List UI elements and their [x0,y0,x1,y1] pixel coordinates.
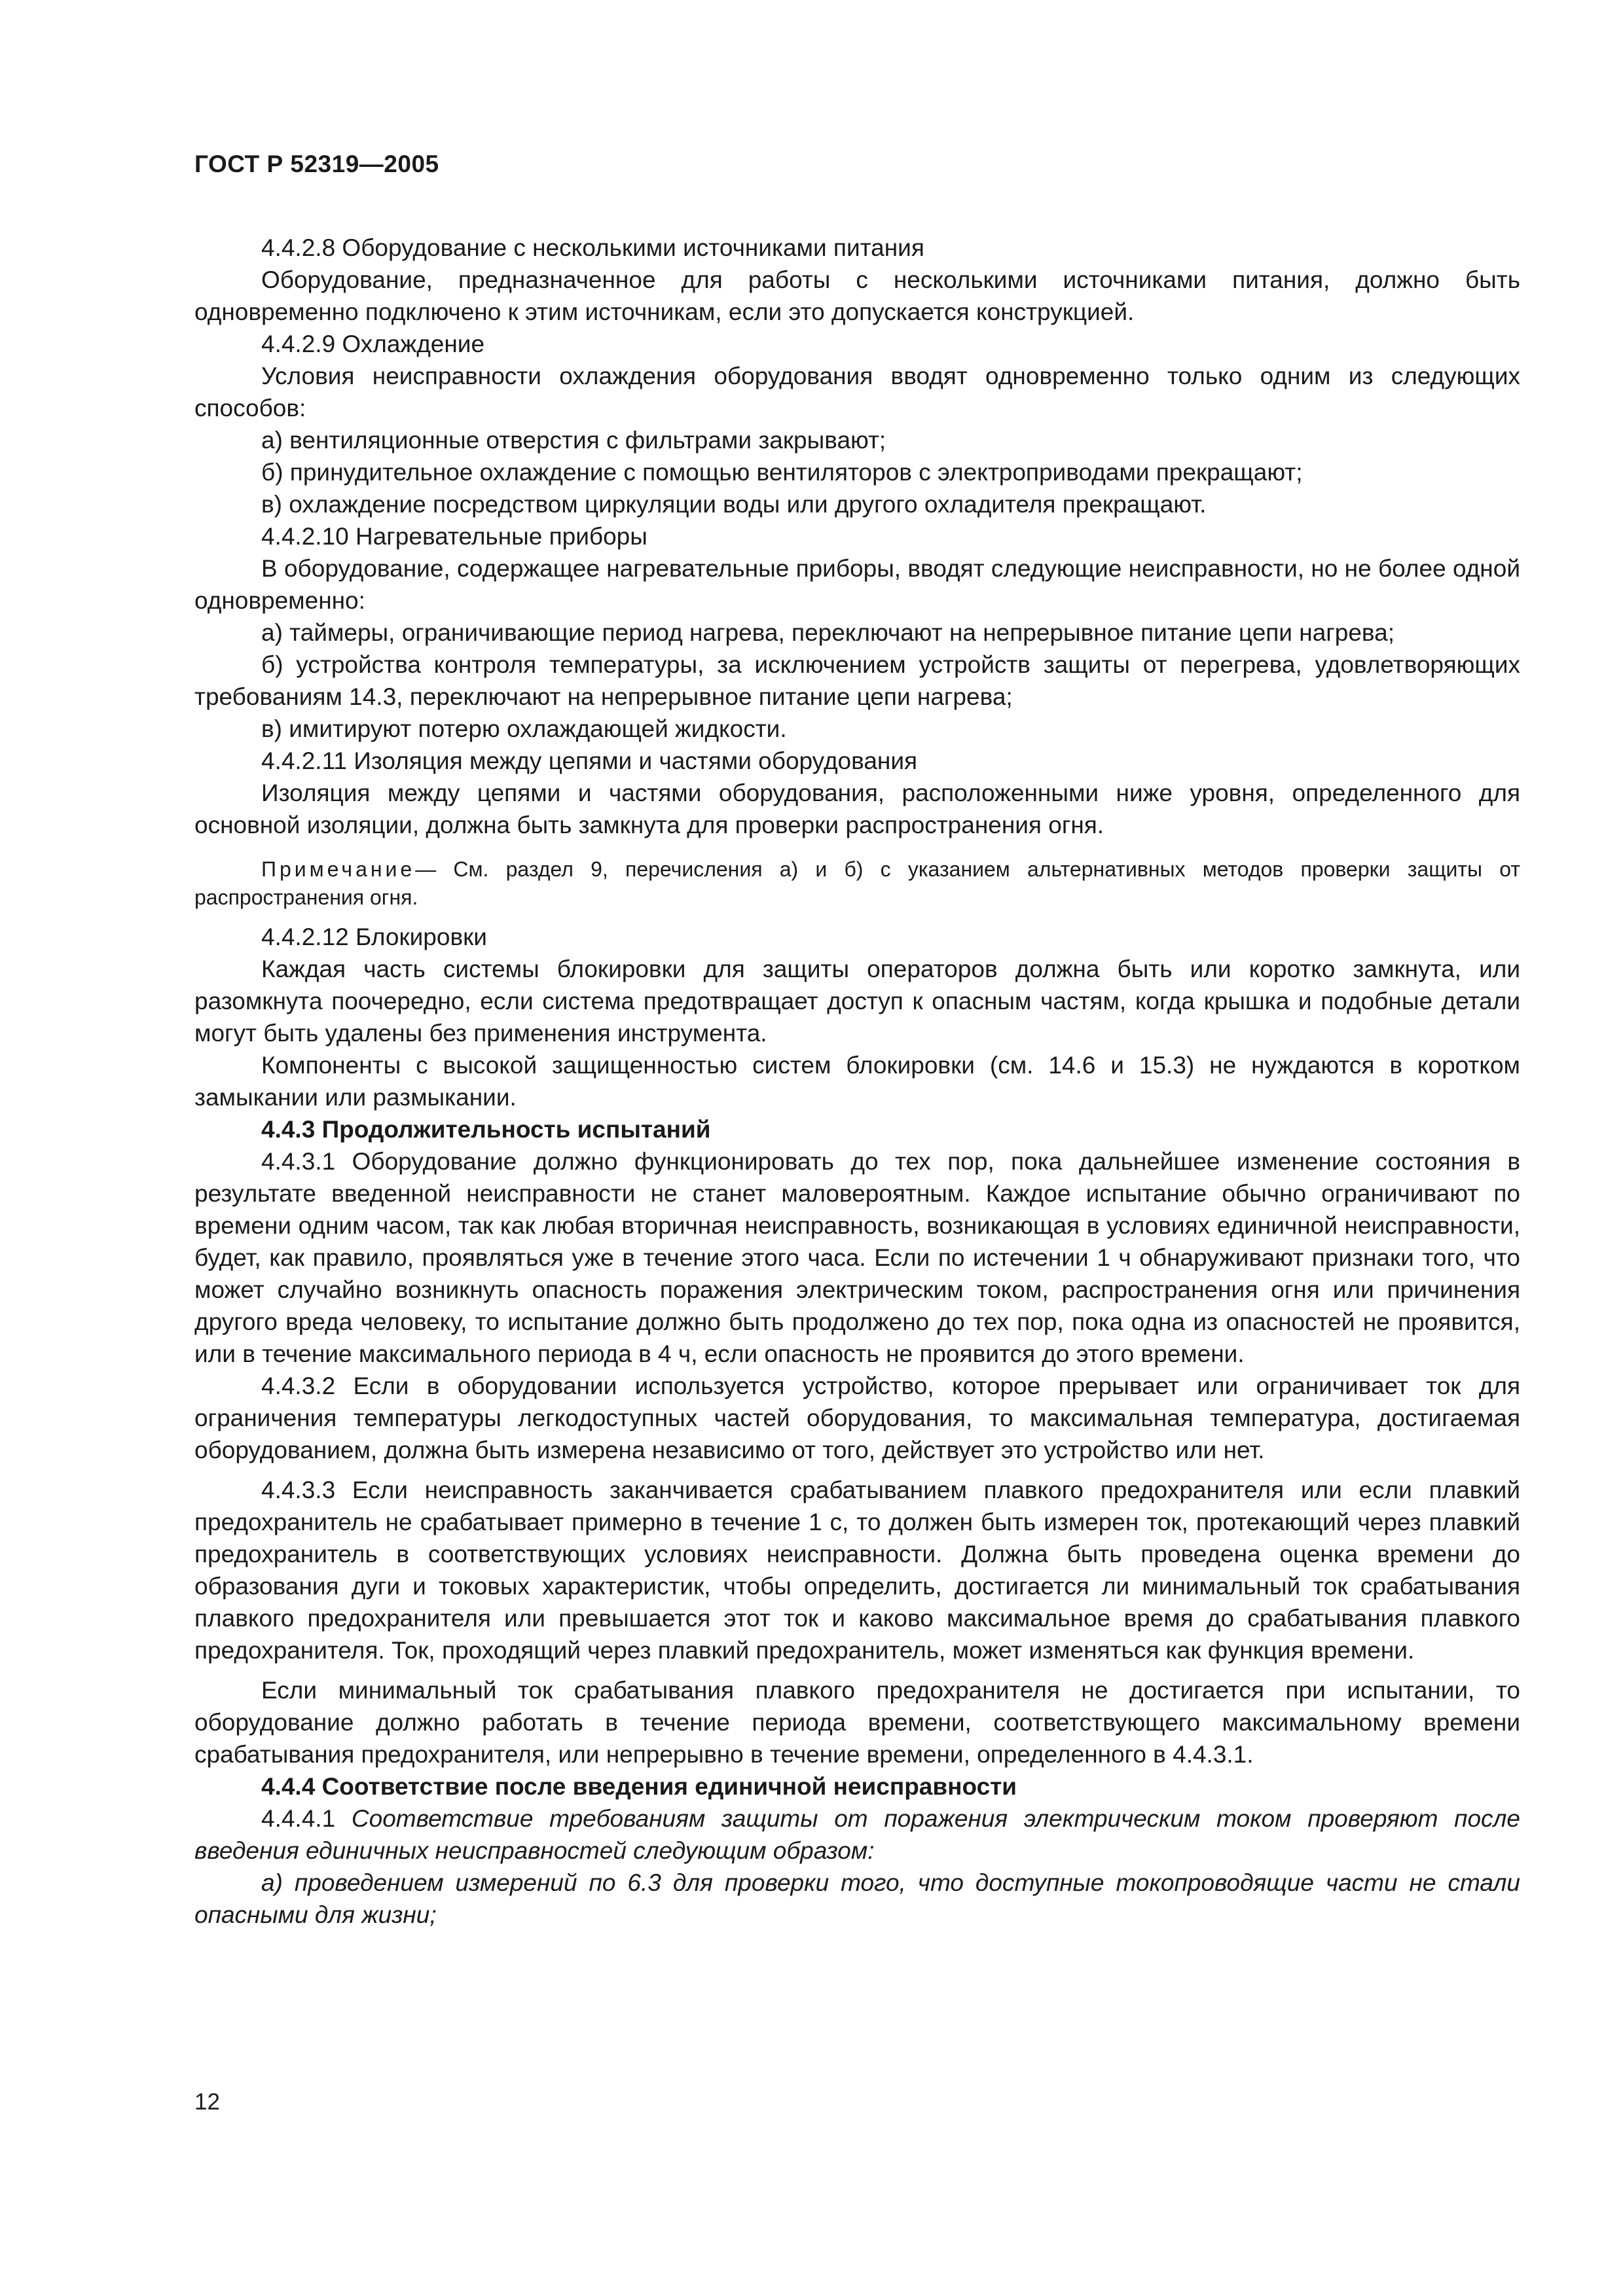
clause-4-4-2-8-heading: 4.4.2.8 Оборудование с несколькими источниками питания [261,234,924,261]
clause-4-4-2-8-text: Оборудование, предназначенное для работы с несколькими источниками питания, должно быть одновременно подключено к этим источникам, если это допускается конструкцией. [194,266,1520,325]
clause-4-4-2-9-heading: 4.4.2.9 Охлаждение [261,331,485,357]
clause-4-4-2-12-text-2: Компоненты с высокой защищенностью систем блокировки (см. 14.6 и 15.3) не нуждаются в коротком замыкании или размыкании. [194,1052,1520,1111]
document-body [194,232,1520,1931]
clause-4-4-3-3: 4.4.3.3 Если неисправность заканчивается срабатыванием плавкого предохранителя или если плавкий предохранитель не срабатывает примерно в течение 1 с, то должен быть измерен ток, протекающий через плавкий предохранитель в соответствующих условиях неисправности. Должна быть проведена оценка времени до образования дуги и токовых характеристик, чтобы определить, достигается ли минимальный ток срабатывания плавкого предохранителя или превышается этот ток и каково максимальное время до срабатывания плавкого предохранителя. Ток, проходящий через плавкий предохранитель, может изменяться как функция времени. [194,1477,1520,1664]
clause-number: 4.4.4.1 [261,1805,336,1832]
clause-4-4-2-12-text: Каждая часть системы блокировки для защиты операторов должна быть или коротко замкнута, или разомкнута поочередно, если система предотвращает доступ к опасным частям, когда крышка и подобные детали могут быть удалены без применения инструмента. [194,956,1520,1047]
clause-4-4-3-2: 4.4.3.2 Если в оборудовании используется устройство, которое прерывает или ограничивает ток для ограничения температуры легкодоступных частей оборудования, то максимальная температура, достигаемая оборудованием, должна быть измерена независимо от того, действует это устройство или нет. [194,1372,1520,1463]
section-4-4-3-heading: 4.4.3 Продолжительность испытаний [261,1116,711,1143]
note-label: Примечание [261,857,416,881]
clause-4-4-3-1: 4.4.3.1 Оборудование должно функционировать до тех пор, пока дальнейшее изменение состояния в результате введенной неисправности не станет маловероятным. Каждое испытание обычно ограничивают по времени одним часом, так как любая вторичная неисправность, возникающая в условиях единичной неисправности, будет, как правило, проявляться уже в течение этого часа. Если по истечении 1 ч обнаруживают признаки того, что может случайно возникнуть опасность поражения электрическим током, распространения огня или причинения другого вреда человеку, то испытание должно быть продолжено до тех пор, пока одна из опасностей не проявится, или в течение максимального периода в 4 ч, если опасность не проявится до этого времени. [194,1148,1520,1367]
list-item: а) проведением измерений по 6.3 для проверки того, что доступные токопроводящие части не стали опасными для жизни; [194,1869,1520,1928]
list-item: а) вентиляционные отверстия с фильтрами закрывают; [261,427,886,454]
document-header: ГОСТ Р 52319—2005 [194,151,439,177]
note-text: — См. раздел 9, перечисления а) и б) с указанием альтернативных методов проверки защиты от распространения огня. [194,857,1520,909]
page-number: 12 [194,2089,220,2115]
clause-4-4-4-1 [194,1803,1520,1867]
list-item: а) таймеры, ограничивающие период нагрева, переключают на непрерывное питание цепи нагрева; [261,619,1395,646]
clause-4-4-2-10-heading: 4.4.2.10 Нагревательные приборы [261,523,647,550]
list-item: б) принудительное охлаждение с помощью вентиляторов с электроприводами прекращают; [261,459,1303,486]
list-item: б) устройства контроля температуры, за исключением устройств защиты от перегрева, удовлетворяющих требованиям 14.3, переключают на непрерывное питание цепи нагрева; [194,651,1520,710]
clause-4-4-3-3-text-2: Если минимальный ток срабатывания плавкого предохранителя не достигается при испытании, то оборудование должно работать в течение периода времени, соответствующего максимальному времени срабатывания предохранителя, или непрерывно в течение времени, определенного в 4.4.3.1. [194,1677,1520,1768]
note [194,855,1520,912]
clause-4-4-2-11-text: Изоляция между цепями и частями оборудования, расположенными ниже уровня, определенного для основной изоляции, должна быть замкнута для проверки распространения огня. [194,780,1520,838]
clause-4-4-2-9-text: Условия неисправности охлаждения оборудования вводят одновременно только одним из следующих способов: [194,363,1520,422]
clause-4-4-2-11-heading: 4.4.2.11 Изоляция между цепями и частями оборудования [261,747,918,774]
clause-text: Соответствие требованиям защиты от поражения электрическим током проверяют после введения единичных неисправностей следующим образом: [194,1805,1520,1864]
clause-4-4-2-10-text: В оборудование, содержащее нагревательные приборы, вводят следующие неисправности, но не более одной одновременно: [194,555,1520,614]
list-item: в) имитируют потерю охлаждающей жидкости. [261,715,787,742]
clause-4-4-2-12-heading: 4.4.2.12 Блокировки [261,924,487,950]
section-4-4-4-heading: 4.4.4 Соответствие после введения единичной неисправности [261,1773,1017,1800]
list-item: в) охлаждение посредством циркуляции воды или другого охладителя прекращают. [261,491,1207,518]
